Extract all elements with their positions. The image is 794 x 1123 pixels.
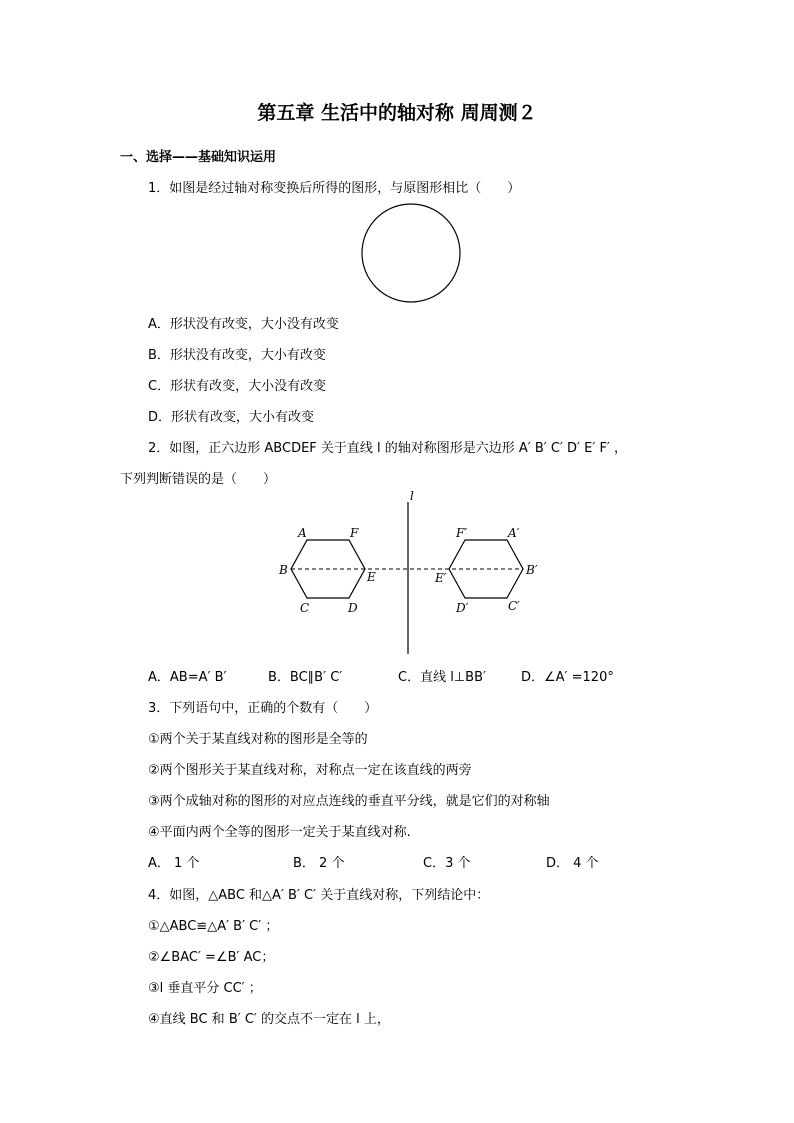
question-2-option-d: D．∠A′ =120° xyxy=(521,670,614,685)
label-a-prime: A′ xyxy=(508,526,520,540)
label-f-prime: F′ xyxy=(456,526,468,540)
label-e-prime: E′ xyxy=(435,571,447,585)
label-d: D xyxy=(348,601,358,615)
question-2-option-b: B．BC∥B′ C′ xyxy=(268,670,343,685)
question-3-statement-3: ③两个成轴对称的图形的对应点连线的垂直平分线，就是它们的对称轴 xyxy=(148,794,550,809)
question-4-statement-2: ②∠BAC′ =∠B′ AC； xyxy=(148,950,275,965)
question-1-option-b: B．形状没有改变，大小有改变 xyxy=(148,348,326,363)
question-2-stem-line1: 2．如图，正六边形 ABCDEF 关于直线 l 的轴对称图形是六边形 A′ B′ C′ D′ E′ F′ ， xyxy=(148,441,628,456)
hexagon-symmetry-figure xyxy=(270,486,560,658)
label-c-prime: C′ xyxy=(508,599,520,613)
question-1-option-d: D．形状有改变，大小有改变 xyxy=(148,410,315,425)
label-b-prime: B′ xyxy=(526,563,538,577)
label-a: A xyxy=(298,526,307,540)
label-e: E xyxy=(367,570,376,584)
question-2-option-c: C．直线 l⊥BB′ xyxy=(398,670,486,685)
question-1-stem: 1．如图是经过轴对称变换后所得的图形，与原图形相比（ ） xyxy=(148,181,521,196)
question-3-option-d: D． 4 个 xyxy=(546,856,599,871)
question-3-option-a: A． 1 个 xyxy=(148,856,200,871)
label-f: F xyxy=(350,526,359,540)
label-c: C xyxy=(300,601,310,615)
question-3-stem: 3．下列语句中，正确的个数有（ ） xyxy=(148,701,378,716)
question-4-statement-4: ④直线 BC 和 B′ C′ 的交点不一定在 l 上， xyxy=(148,1012,390,1027)
question-4-stem: 4．如图，△ABC 和△A′ B′ C′ 关于直线对称，下列结论中： xyxy=(148,888,490,903)
axis-label: l xyxy=(410,489,414,503)
question-1-option-c: C．形状有改变，大小没有改变 xyxy=(148,379,327,394)
question-1-option-a: A．形状没有改变，大小没有改变 xyxy=(148,317,339,332)
circle-figure xyxy=(358,201,464,305)
question-3-statement-1: ①两个关于某直线对称的图形是全等的 xyxy=(148,732,368,747)
label-d-prime: D′ xyxy=(456,601,469,615)
question-4-statement-3: ③l 垂直平分 CC′ ； xyxy=(148,981,262,996)
question-3-statement-4: ④平面内两个全等的图形一定关于某直线对称. xyxy=(148,825,411,840)
question-3-statement-2: ②两个图形关于某直线对称，对称点一定在该直线的两旁 xyxy=(148,763,472,778)
question-2-option-a: A．AB=A′ B′ xyxy=(148,670,227,685)
question-4-statement-1: ①△ABC≌△A′ B′ C′ ； xyxy=(148,919,279,934)
question-3-option-c: C．3 个 xyxy=(423,856,471,871)
label-b: B xyxy=(279,563,288,577)
question-2-stem-line2: 下列判断错误的是（ ） xyxy=(120,472,277,487)
page-title: 第五章 生活中的轴对称 周周测２ xyxy=(257,102,537,124)
section-heading: 一、选择——基础知识运用 xyxy=(120,150,277,165)
question-3-option-b: B． 2 个 xyxy=(293,856,345,871)
